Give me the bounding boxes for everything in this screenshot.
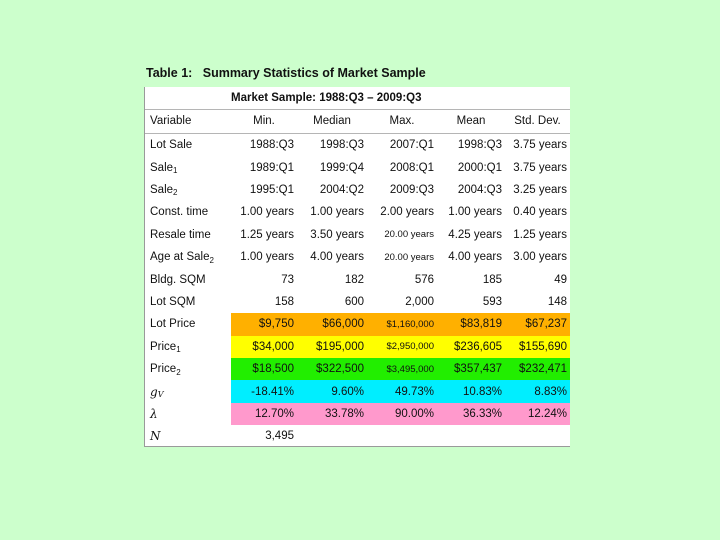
table-cell: $3,495,000	[367, 358, 437, 380]
table-cell: 49	[554, 273, 567, 286]
table-cell: 1.00 years	[240, 206, 294, 219]
table-cell: $232,471	[505, 358, 570, 380]
column-header: Std. Dev.	[514, 115, 561, 127]
table-row	[145, 291, 570, 313]
table-row	[145, 246, 570, 268]
table-cell: 3.75 years	[513, 161, 567, 174]
row-label-text: Sale	[150, 183, 174, 196]
table-cell: 9.60%	[297, 380, 367, 402]
row-label-subscript: 2	[209, 255, 214, 265]
table-cell: 4.00 years	[448, 251, 502, 264]
table-cell: $236,605	[437, 336, 505, 358]
table-cell: 1.00 years	[240, 251, 294, 264]
table-cell: 1.00 years	[310, 206, 364, 219]
table-cell: 2008:Q1	[389, 161, 434, 174]
table-cell: 36.33%	[437, 403, 505, 425]
row-label-subscript: V	[157, 390, 164, 400]
row-label-text: Lot Sale	[150, 139, 193, 152]
table-cell: 1989:Q1	[249, 161, 294, 174]
table-row	[145, 358, 570, 380]
table-cell: 20.00 years	[384, 229, 434, 241]
table-cell: -18.41%	[231, 380, 297, 402]
table-row	[145, 134, 570, 156]
row-label	[145, 179, 231, 201]
table-cell: 1998:Q3	[457, 139, 502, 152]
table-cell: 1988:Q3	[249, 139, 294, 152]
table-cell	[505, 425, 570, 447]
table-cell: $67,237	[505, 313, 570, 335]
table-cell: 49.73%	[367, 380, 437, 402]
table-cell: 90.00%	[367, 403, 437, 425]
table-row	[145, 425, 570, 447]
table-cell: 3.25 years	[513, 183, 567, 196]
table-row	[145, 403, 570, 425]
table-cell: 1.25 years	[513, 228, 567, 241]
row-label-text: N	[150, 429, 161, 444]
row-label	[145, 246, 231, 268]
row-label	[145, 358, 231, 380]
table-cell: 8.83%	[505, 380, 570, 402]
row-label-subscript: 1	[173, 166, 178, 176]
table-cell: 593	[482, 295, 502, 308]
table-row	[145, 179, 570, 201]
table-cell: $155,690	[505, 336, 570, 358]
table-cell: 33.78%	[297, 403, 367, 425]
table-cell: 20.00 years	[384, 251, 434, 263]
row-label	[145, 268, 231, 290]
table-cell: $357,437	[437, 358, 505, 380]
table-title: Table 1: Summary Statistics of Market Sample	[146, 66, 426, 80]
row-label	[145, 380, 231, 402]
table-cell: 576	[414, 273, 434, 286]
table-cell: 1995:Q1	[249, 183, 294, 196]
table-cell: 2009:Q3	[389, 183, 434, 196]
table-row	[145, 313, 570, 335]
row-label-subscript: 1	[176, 345, 181, 355]
row-label-subscript: 2	[173, 188, 178, 198]
row-label	[145, 224, 231, 246]
row-label-text: λ	[150, 406, 158, 421]
column-header: Max.	[389, 115, 415, 127]
row-label-text: Const. time	[150, 206, 209, 219]
table-cell: 3.00 years	[513, 251, 567, 264]
row-label-text: Lot Price	[150, 318, 196, 331]
table-cell	[437, 425, 505, 447]
table-cell: 0.40 years	[513, 206, 567, 219]
table-cell: 3.50 years	[310, 228, 364, 241]
column-header: Median	[313, 115, 351, 127]
table-cell: 2,000	[405, 295, 434, 308]
row-label	[145, 156, 231, 178]
table-cell: 148	[547, 295, 567, 308]
row-label	[145, 403, 231, 425]
table-cell: 73	[281, 273, 294, 286]
row-label-text: g	[150, 384, 158, 399]
row-label	[145, 201, 231, 223]
row-label-text: Age at Sale	[150, 251, 210, 264]
table-cell: $18,500	[231, 358, 297, 380]
table-cell: $34,000	[231, 336, 297, 358]
row-label	[145, 425, 231, 447]
row-label-subscript: 2	[176, 367, 181, 377]
table-row	[145, 268, 570, 290]
table-row	[145, 336, 570, 358]
table-cell: 2004:Q2	[319, 183, 364, 196]
table-row	[145, 156, 570, 178]
table-cell	[367, 425, 437, 447]
row-label-text: Price	[150, 340, 177, 353]
table-cell: 2004:Q3	[457, 183, 502, 196]
table-cell: $1,160,000	[367, 313, 437, 335]
row-label-text: Lot SQM	[150, 295, 196, 308]
row-label	[145, 134, 231, 156]
table-cell: 1999:Q4	[319, 161, 364, 174]
row-label	[145, 313, 231, 335]
table-cell: 1998:Q3	[319, 139, 364, 152]
market-sample-header: Market Sample: 1988:Q3 – 2009:Q3	[231, 92, 422, 104]
table-cell: 3.75 years	[513, 139, 567, 152]
table-cell: $9,750	[231, 313, 297, 335]
table-cell: $2,950,000	[367, 336, 437, 358]
table-cell: 12.70%	[231, 403, 297, 425]
table-cell: 4.25 years	[448, 228, 502, 241]
column-header: Min.	[253, 115, 275, 127]
table-cell: 185	[482, 273, 502, 286]
row-label	[145, 291, 231, 313]
table-cell: 182	[344, 273, 364, 286]
column-header: Variable	[150, 115, 192, 127]
table-cell: $66,000	[297, 313, 367, 335]
row-label-text: Sale	[150, 161, 174, 174]
table-row	[145, 380, 570, 402]
summary-statistics-table	[144, 87, 570, 447]
table-cell	[297, 425, 367, 447]
table-cell: 1.00 years	[448, 206, 502, 219]
row-label-text: Resale time	[150, 228, 211, 241]
table-cell: 2007:Q1	[389, 139, 434, 152]
table-row	[145, 224, 570, 246]
table-cell: 10.83%	[437, 380, 505, 402]
table-cell: $322,500	[297, 358, 367, 380]
table-cell: 1.25 years	[240, 228, 294, 241]
table-cell: 3,495	[265, 430, 294, 443]
row-label	[145, 336, 231, 358]
table-cell: 4.00 years	[310, 251, 364, 264]
column-header-row	[145, 109, 570, 133]
table-cell: 2000:Q1	[457, 161, 502, 174]
table-cell: $195,000	[297, 336, 367, 358]
table-cell: 158	[274, 295, 294, 308]
table-cell: 12.24%	[505, 403, 570, 425]
table-row	[145, 201, 570, 223]
table-cell: 600	[344, 295, 364, 308]
row-label-text: Bldg. SQM	[150, 273, 206, 286]
row-label-text: Price	[150, 363, 177, 376]
table-cell: $83,819	[437, 313, 505, 335]
table-cell: 2.00 years	[380, 206, 434, 219]
column-header: Mean	[456, 115, 486, 127]
